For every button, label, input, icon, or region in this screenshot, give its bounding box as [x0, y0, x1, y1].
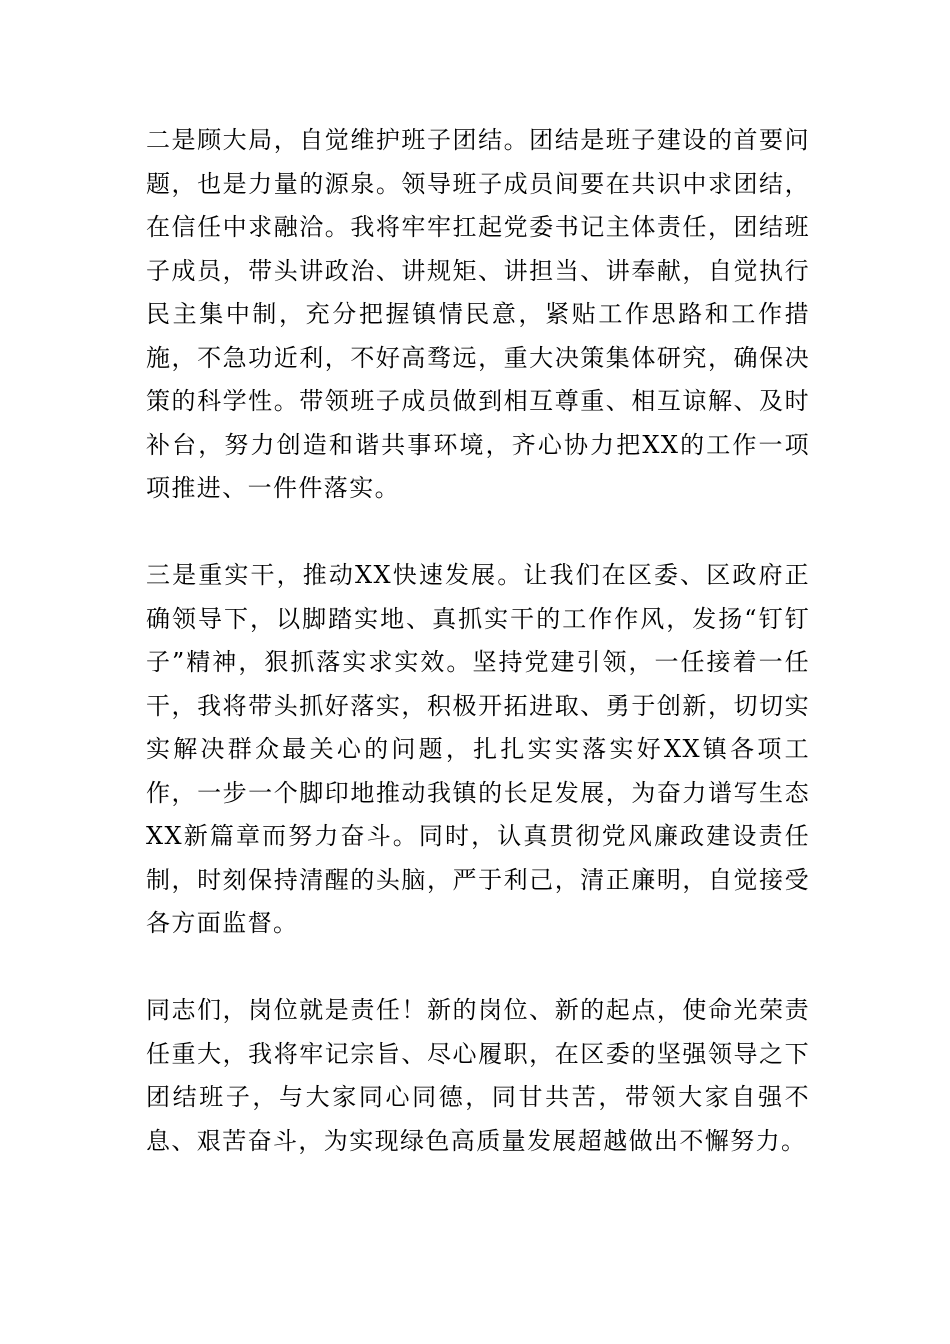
paragraph-closing: 同志们，岗位就是责任！新的岗位、新的起点，使命光荣责任重大，我将牢记宗旨、尽心履职，在区委的坚强领导之下团结班子，与大家同心同德，同甘共苦，带领大家自强不息、艰苦奋斗，为实现绿色高质量发展超越做出不懈努力。	[146, 996, 810, 1155]
paragraph-unity: 二是顾大局，自觉维护班子团结。团结是班子建设的首要问题，也是力量的源泉。领导班子成员间要在共识中求团结，在信任中求融洽。我将牢牢扛起党委书记主体责任，团结班子成员，带头讲政治、讲规矩、讲担当、讲奉献，自觉执行民主集中制，充分把握镇情民意，紧贴工作思路和工作措施，不急功近利，不好高骛远，重大决策集体研究，确保决策的科学性。带领班子成员做到相互尊重、相互谅解、及时补台，努力创造和谐共事环境，齐心协力把XX的工作一项项推进、一件件落实。	[146, 126, 810, 502]
document-body	[146, 119, 810, 1163]
paragraph-practical-work: 三是重实干，推动XX快速发展。让我们在区委、区政府正确领导下，以脚踏实地、真抓实干的工作作风，发扬“钉钉子”精神，狠抓落实求实效。坚持党建引领，一任接着一任干，我将带头抓好落实，积极开拓进取、勇于创新，切切实实解决群众最关心的问题，扎扎实实落实好XX镇各项工作，一步一个脚印地推动我镇的长足发展，为奋力谱写生态XX新篇章而努力奋斗。同时，认真贯彻党风廉政建设责任制，时刻保持清醒的头脑，严于利己，清正廉明，自觉接受各方面监督。	[146, 561, 810, 937]
